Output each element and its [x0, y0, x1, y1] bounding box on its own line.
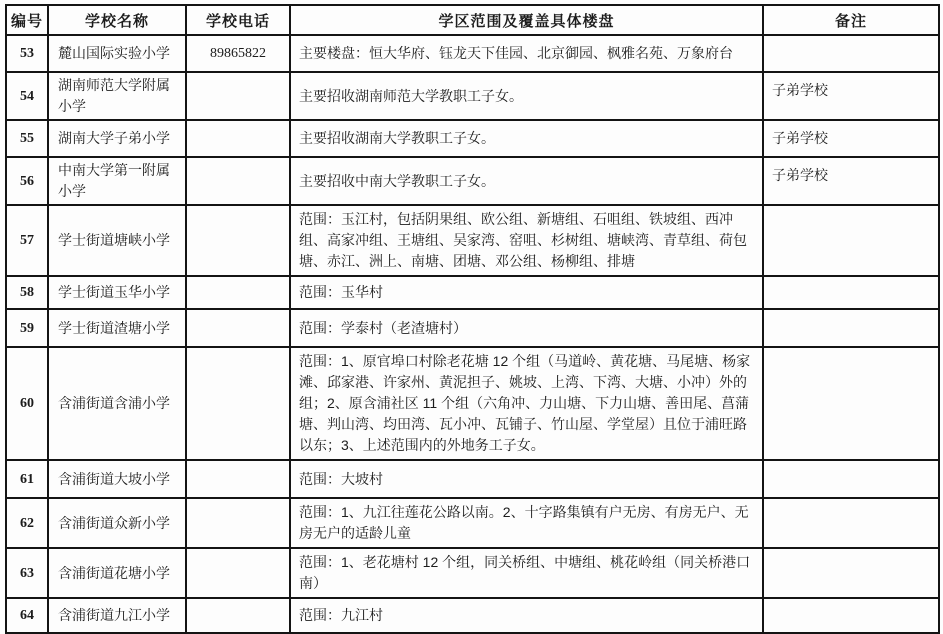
table-body — [6, 35, 939, 633]
table-row — [6, 460, 939, 498]
district-range: 范围：1、原官埠口村除老花塘 12 个组（马道岭、黄花塘、马尾塘、杨家滩、邱家港、许家州、黄泥担子、姚坡、上湾、下湾、大塘、小冲）外的组；2、原含浦社区 11 个组（六角冲、力山塘、下力山塘、善田尾、菖蒲塘、判山湾、均田湾、瓦小冲、瓦铺子、竹山屋、学堂屋）且位于浦旺路以东；3、上述范围内的外地务工子女。 — [290, 347, 763, 460]
district-range: 范围：1、老花塘村 12 个组，同关桥组、中塘组、桃花岭组（同关桥港口南） — [290, 548, 763, 598]
table-row — [6, 35, 939, 72]
school-name: 含浦街道含浦小学 — [48, 347, 186, 460]
school-name: 湖南师范大学附属小学 — [48, 72, 186, 120]
school-phone — [186, 309, 290, 347]
header-district-range: 学区范围及覆盖具体楼盘 — [290, 5, 763, 35]
table-row — [6, 120, 939, 157]
row-number: 56 — [6, 157, 48, 205]
remark — [763, 347, 939, 460]
remark — [763, 598, 939, 633]
remark — [763, 205, 939, 276]
remark: 子弟学校 — [763, 72, 939, 120]
school-name: 中南大学第一附属小学 — [48, 157, 186, 205]
school-phone: 89865822 — [186, 35, 290, 72]
table-row — [6, 548, 939, 598]
table-row — [6, 498, 939, 548]
table-row — [6, 72, 939, 120]
district-range: 主要招收中南大学教职工子女。 — [290, 157, 763, 205]
school-phone — [186, 205, 290, 276]
school-name: 学士街道渣塘小学 — [48, 309, 186, 347]
remark — [763, 548, 939, 598]
remark — [763, 35, 939, 72]
remark — [763, 276, 939, 309]
school-name: 含浦街道众新小学 — [48, 498, 186, 548]
district-range: 主要招收湖南师范大学教职工子女。 — [290, 72, 763, 120]
header-remark: 备注 — [763, 5, 939, 35]
table-row — [6, 598, 939, 633]
table-row — [6, 205, 939, 276]
remark — [763, 498, 939, 548]
school-phone — [186, 120, 290, 157]
school-phone — [186, 72, 290, 120]
remark — [763, 460, 939, 498]
school-name: 学士街道玉华小学 — [48, 276, 186, 309]
district-range: 范围：大坡村 — [290, 460, 763, 498]
header-school-phone: 学校电话 — [186, 5, 290, 35]
header-row — [6, 5, 939, 35]
school-name: 含浦街道九江小学 — [48, 598, 186, 633]
school-phone — [186, 598, 290, 633]
school-phone — [186, 157, 290, 205]
school-phone — [186, 347, 290, 460]
district-range: 主要楼盘：恒大华府、钰龙天下佳园、北京御园、枫雅名苑、万象府台 — [290, 35, 763, 72]
table-header — [6, 5, 939, 35]
row-number: 63 — [6, 548, 48, 598]
row-number: 64 — [6, 598, 48, 633]
remark: 子弟学校 — [763, 157, 939, 205]
district-range: 范围：玉江村，包括阴果组、欧公组、新塘组、石咀组、铁坡组、西冲组、高家冲组、王塘组、吴家湾、窑咀、杉树组、塘峡湾、青草组、荷包塘、赤江、洲上、南塘、团塘、邓公组、杨柳组、排塘 — [290, 205, 763, 276]
row-number: 59 — [6, 309, 48, 347]
district-range: 范围：1、九江往莲花公路以南。2、十字路集镇有户无房、有房无户、无房无户的适龄儿童 — [290, 498, 763, 548]
table-row — [6, 309, 939, 347]
row-number: 55 — [6, 120, 48, 157]
district-range: 范围：九江村 — [290, 598, 763, 633]
table-row — [6, 347, 939, 460]
row-number: 53 — [6, 35, 48, 72]
remark: 子弟学校 — [763, 120, 939, 157]
district-range: 范围：玉华村 — [290, 276, 763, 309]
row-number: 62 — [6, 498, 48, 548]
school-phone — [186, 460, 290, 498]
school-phone — [186, 276, 290, 309]
table-row — [6, 157, 939, 205]
row-number: 61 — [6, 460, 48, 498]
school-name: 含浦街道花塘小学 — [48, 548, 186, 598]
school-name: 麓山国际实验小学 — [48, 35, 186, 72]
row-number: 60 — [6, 347, 48, 460]
school-phone — [186, 498, 290, 548]
school-phone — [186, 548, 290, 598]
school-district-table — [5, 4, 940, 634]
table-row — [6, 276, 939, 309]
district-range: 范围：学泰村（老渣塘村） — [290, 309, 763, 347]
row-number: 54 — [6, 72, 48, 120]
remark — [763, 309, 939, 347]
row-number: 58 — [6, 276, 48, 309]
row-number: 57 — [6, 205, 48, 276]
school-name: 湖南大学子弟小学 — [48, 120, 186, 157]
header-id: 编号 — [6, 5, 48, 35]
district-range: 主要招收湖南大学教职工子女。 — [290, 120, 763, 157]
school-name: 学士街道塘峡小学 — [48, 205, 186, 276]
school-name: 含浦街道大坡小学 — [48, 460, 186, 498]
header-school-name: 学校名称 — [48, 5, 186, 35]
